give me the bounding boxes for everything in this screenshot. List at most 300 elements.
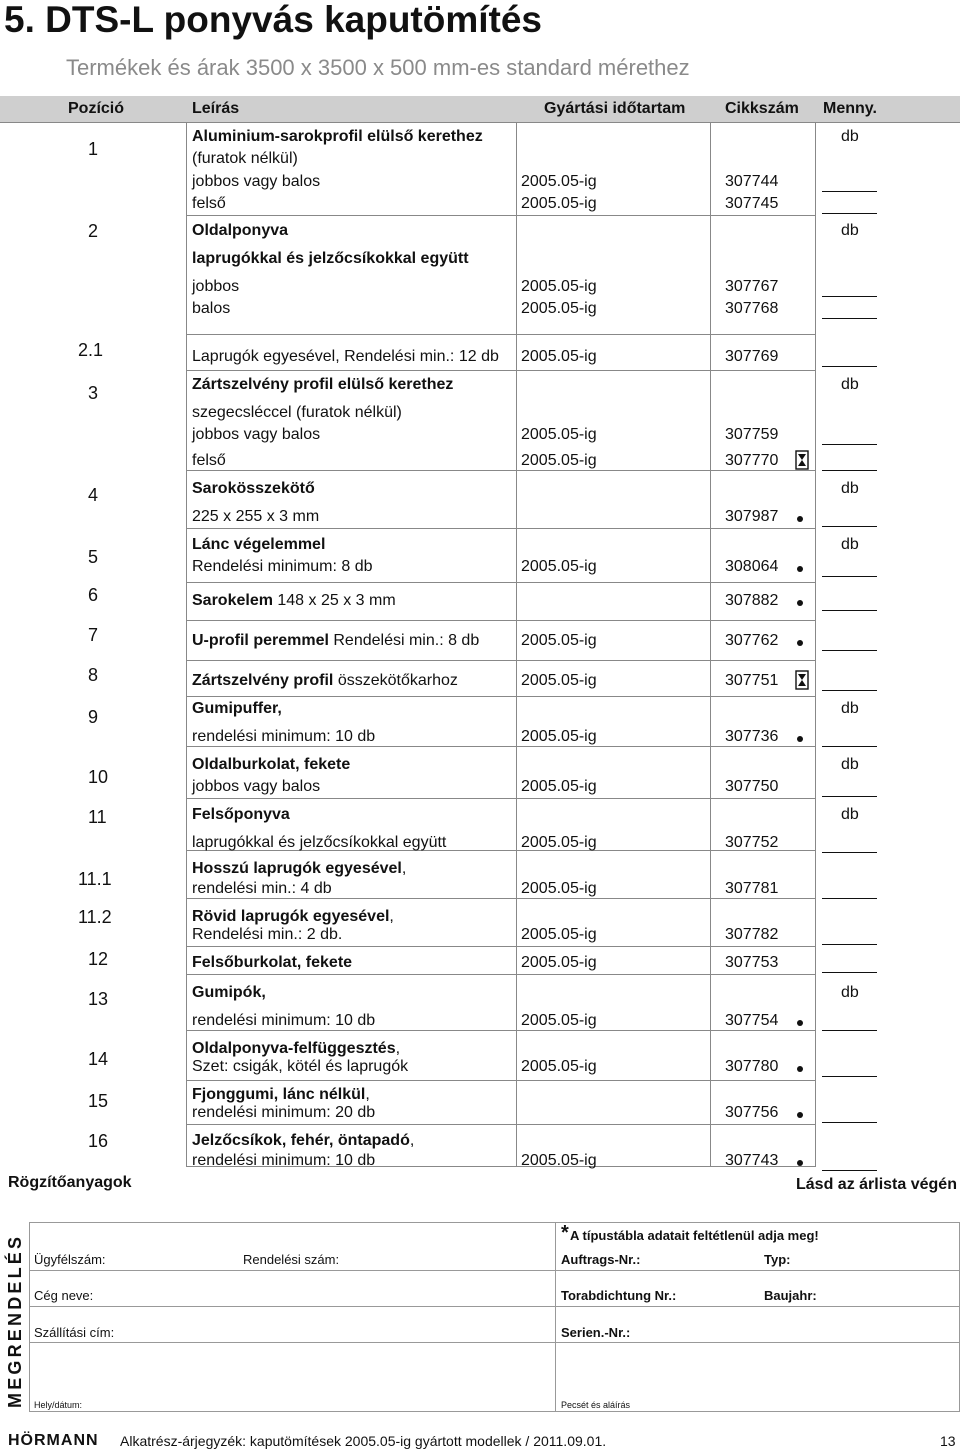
availability-dot-icon — [797, 566, 803, 572]
description-bold: Sarokösszekötő — [192, 480, 315, 497]
column-rule — [815, 620, 816, 660]
part-number: 307754 — [725, 1012, 779, 1029]
description-line — [192, 778, 320, 796]
description-line — [192, 173, 320, 191]
row-separator — [186, 470, 816, 471]
position-number: 2.1 — [78, 340, 104, 360]
description-line — [192, 806, 290, 824]
column-rule — [186, 1080, 187, 1124]
description-line — [192, 508, 319, 526]
description-text: rendelési minimum: 10 db — [192, 1012, 376, 1029]
column-rule — [516, 122, 517, 215]
description-line — [192, 632, 479, 650]
column-rule — [710, 215, 711, 334]
description-bold: Lánc végelemmel — [192, 536, 326, 553]
production-period: 2005.05-ig — [521, 300, 597, 317]
description-line — [192, 278, 239, 296]
quantity-input-line[interactable] — [822, 191, 877, 192]
description-text: jobbos vagy balos — [192, 778, 321, 795]
description-bold: Oldalponyva — [192, 222, 289, 239]
description-line — [192, 672, 458, 690]
column-rule — [815, 746, 816, 798]
column-rule — [710, 528, 711, 582]
quantity-input-line[interactable] — [822, 690, 877, 691]
serien-nr-field[interactable]: Serien.-Nr.: — [561, 1325, 631, 1340]
description-text: Rendelési minimum: 8 db — [192, 558, 373, 575]
part-number: 308064 — [725, 558, 779, 575]
quantity-input-line[interactable] — [822, 213, 877, 214]
svg-text:MEGRENDELÉS: MEGRENDELÉS — [5, 1233, 25, 1408]
delivery-address-field[interactable]: Szállítási cím: — [34, 1325, 115, 1340]
description-bold: Oldalponyva-felfüggesztés — [192, 1040, 396, 1057]
quantity-input-line[interactable] — [822, 470, 877, 471]
position-number: 5 — [88, 547, 99, 567]
position-number: 9 — [88, 707, 99, 727]
position-number: 2 — [88, 221, 99, 241]
position-number: 13 — [88, 989, 109, 1009]
column-rule — [710, 660, 711, 696]
quantity-input-line[interactable] — [822, 1030, 877, 1031]
production-period: 2005.05-ig — [521, 778, 597, 795]
column-rule — [710, 696, 711, 746]
production-period: 2005.05-ig — [521, 173, 597, 190]
part-number: 307752 — [725, 834, 779, 851]
part-number: 307753 — [725, 954, 779, 971]
description-line — [192, 558, 373, 576]
row-separator — [186, 215, 816, 216]
column-rule — [815, 582, 816, 620]
nameplate-note: A típustábla adatait feltétlenül adja meg! — [570, 1228, 819, 1243]
column-rule — [815, 1080, 816, 1124]
position-number: 7 — [88, 625, 99, 645]
column-rule — [186, 370, 187, 470]
page-title: 5. DTS-L ponyvás kaputömítés — [4, 0, 542, 40]
quantity-input-line[interactable] — [822, 898, 877, 899]
production-period: 2005.05-ig — [521, 426, 597, 443]
description-line — [192, 728, 375, 746]
column-rule — [516, 898, 517, 946]
quantity-input-line[interactable] — [822, 444, 877, 445]
baujahr-field[interactable]: Baujahr: — [764, 1288, 817, 1303]
description-bold: Jelzőcsíkok, fehér, öntapadó — [192, 1132, 410, 1149]
column-rule — [186, 1030, 187, 1080]
column-rule — [815, 660, 816, 696]
column-rule — [516, 215, 517, 334]
column-rule — [516, 660, 517, 696]
part-number: 307781 — [725, 880, 779, 897]
header-cikkszam: Cikkszám — [725, 100, 799, 117]
hourglass-icon — [795, 670, 809, 690]
column-rule — [516, 370, 517, 470]
column-rule — [815, 850, 816, 898]
quantity-input-line[interactable] — [822, 650, 877, 651]
auftrags-nr-field[interactable]: Auftrags-Nr.: — [561, 1252, 641, 1267]
order-side-label — [0, 1222, 29, 1410]
description-line — [192, 1040, 400, 1058]
position-number: 4 — [88, 485, 99, 505]
availability-dot-icon — [797, 1112, 803, 1118]
position-number: 16 — [88, 1131, 109, 1151]
quantity-input-line[interactable] — [822, 1170, 877, 1171]
part-number: 307767 — [725, 278, 779, 295]
description-line — [192, 195, 226, 213]
footer-text: Alkatrész-árjegyzék: kaputömítések 2005.05-ig gyártott modellek / 2011.09.01. — [120, 1433, 607, 1449]
quantity-unit: db — [841, 756, 859, 773]
description-line — [192, 1058, 408, 1076]
column-rule — [815, 696, 816, 746]
column-rule — [710, 370, 711, 470]
column-rule — [815, 470, 816, 528]
part-number: 307736 — [725, 728, 779, 745]
header-leiras: Leírás — [192, 100, 240, 117]
description-text: , — [409, 1132, 415, 1149]
column-rule — [815, 215, 816, 334]
description-bold: Felsőburkolat, fekete — [192, 954, 353, 971]
description-bold: Aluminium-sarokprofil elülső kerethez — [192, 128, 483, 145]
column-rule — [516, 974, 517, 1030]
part-number: 307759 — [725, 426, 779, 443]
quantity-input-line[interactable] — [822, 796, 877, 797]
order-number-field[interactable]: Rendelési szám: — [243, 1252, 340, 1267]
column-rule — [516, 696, 517, 746]
column-rule — [186, 122, 187, 215]
description-text: Szet: csigák, kötél és laprugók — [192, 1058, 409, 1075]
description-line — [192, 1104, 375, 1122]
description-line — [192, 860, 406, 878]
header-gyartasi: Gyártási időtartam — [544, 100, 686, 117]
description-bold: Rövid laprugók egyesével — [192, 908, 390, 925]
description-line — [192, 880, 332, 898]
column-rule — [815, 946, 816, 974]
quantity-input-line[interactable] — [822, 610, 877, 611]
production-period: 2005.05-ig — [521, 452, 597, 469]
part-number: 307882 — [725, 592, 779, 609]
header-pozicio: Pozíció — [68, 100, 125, 117]
quantity-input-line[interactable] — [822, 1122, 877, 1123]
column-rule — [815, 974, 816, 1030]
description-text: (furatok nélkül) — [192, 150, 298, 167]
description-line — [192, 1012, 375, 1030]
description-bold: Felsőponyva — [192, 806, 290, 823]
part-number: 307770 — [725, 452, 779, 469]
production-period: 2005.05-ig — [521, 1058, 597, 1075]
row-separator — [186, 746, 816, 747]
description-text: összekötőkarhoz — [333, 672, 458, 689]
description-text: rendelési minimum: 20 db — [192, 1104, 376, 1121]
column-rule — [815, 898, 816, 946]
description-text: jobbos — [192, 278, 240, 295]
position-number: 11.2 — [78, 907, 112, 927]
production-period: 2005.05-ig — [521, 880, 597, 897]
description-bold: laprugókkal és jelzőcsíkokkal együtt — [192, 250, 469, 267]
column-rule — [815, 370, 816, 470]
description-bold: Sarokelem — [192, 592, 273, 609]
row-separator — [186, 334, 816, 335]
availability-dot-icon — [797, 600, 803, 606]
description-line — [192, 348, 499, 366]
description-text: balos — [192, 300, 231, 317]
description-line — [192, 250, 469, 268]
hormann-logo: HÖRMANN — [8, 1432, 99, 1449]
production-period: 2005.05-ig — [521, 558, 597, 575]
header-menny: Menny. — [823, 100, 877, 117]
production-period: 2005.05-ig — [521, 672, 597, 689]
row-separator — [186, 1030, 816, 1031]
description-line — [192, 1132, 414, 1150]
column-rule — [516, 334, 517, 370]
production-period: 2005.05-ig — [521, 1012, 597, 1029]
column-rule — [186, 696, 187, 746]
quantity-unit: db — [841, 700, 859, 717]
row-separator — [186, 620, 816, 621]
part-number: 307987 — [725, 508, 779, 525]
position-number: 12 — [88, 949, 109, 969]
company-name-field[interactable]: Cég neve: — [34, 1288, 94, 1303]
column-rule — [710, 334, 711, 370]
description-line — [192, 404, 402, 422]
production-period: 2005.05-ig — [521, 195, 597, 212]
column-rule — [815, 334, 816, 370]
description-line — [192, 908, 394, 926]
description-text: felső — [192, 195, 226, 212]
column-rule — [710, 1030, 711, 1080]
quantity-input-line[interactable] — [822, 972, 877, 973]
description-line — [192, 1086, 370, 1104]
description-line — [192, 128, 483, 146]
row-separator — [186, 1124, 816, 1125]
part-number: 307780 — [725, 1058, 779, 1075]
column-rule — [186, 946, 187, 974]
page-number: 13 — [940, 1433, 956, 1449]
description-line — [192, 756, 350, 774]
production-period: 2005.05-ig — [521, 278, 597, 295]
quantity-input-line[interactable] — [822, 944, 877, 945]
quantity-input-line[interactable] — [822, 366, 877, 367]
column-rule — [815, 798, 816, 850]
customer-number-field[interactable]: Ügyfélszám: — [34, 1252, 106, 1267]
row-separator — [186, 582, 816, 583]
description-bold: Gumipók, — [192, 984, 266, 1001]
part-number: 307782 — [725, 926, 779, 943]
stamp-signature-field[interactable]: Pecsét és aláírás — [561, 1400, 631, 1410]
column-rule — [186, 470, 187, 528]
column-rule — [516, 620, 517, 660]
availability-dot-icon — [797, 1160, 803, 1166]
position-number: 10 — [88, 767, 109, 787]
column-rule — [710, 1124, 711, 1166]
column-rule — [516, 746, 517, 798]
description-line — [192, 700, 282, 718]
description-text: rendelési minimum: 10 db — [192, 1152, 376, 1169]
position-number: 14 — [88, 1049, 109, 1069]
position-number: 15 — [88, 1091, 109, 1111]
column-rule — [186, 620, 187, 660]
description-text: Rendelési min.: 2 db. — [192, 926, 343, 943]
quantity-input-line[interactable] — [822, 1076, 877, 1077]
column-rule — [186, 746, 187, 798]
quantity-input-line[interactable] — [822, 318, 877, 319]
position-number: 1 — [88, 139, 99, 159]
column-rule — [710, 620, 711, 660]
row-separator — [186, 798, 816, 799]
row-separator — [186, 696, 816, 697]
part-number: 307744 — [725, 173, 779, 190]
description-text: , — [401, 860, 407, 877]
description-text: , — [365, 1086, 370, 1103]
position-number: 6 — [88, 585, 99, 605]
column-rule — [516, 1030, 517, 1080]
note-star: * — [561, 1222, 569, 1244]
description-text: rendelési minimum: 10 db — [192, 728, 376, 745]
production-period: 2005.05-ig — [521, 1152, 597, 1169]
description-bold: Oldalburkolat, fekete — [192, 756, 351, 773]
description-text: jobbos vagy balos — [192, 173, 321, 190]
column-rule — [186, 215, 187, 334]
description-line — [192, 834, 446, 852]
description-line — [192, 984, 266, 1002]
production-period: 2005.05-ig — [521, 632, 597, 649]
description-text: 225 x 255 x 3 mm — [192, 508, 320, 525]
quantity-input-line[interactable] — [822, 296, 877, 297]
column-rule — [710, 974, 711, 1030]
position-number: 3 — [88, 383, 99, 403]
table-header — [0, 96, 960, 122]
row-separator — [186, 370, 816, 371]
column-rule — [186, 1124, 187, 1166]
place-date-field[interactable]: Hely/dátum: — [34, 1400, 83, 1410]
description-line — [192, 222, 288, 240]
column-rule — [186, 898, 187, 946]
part-number: 307745 — [725, 195, 779, 212]
column-rule — [710, 122, 711, 215]
production-period: 2005.05-ig — [521, 348, 597, 365]
column-rule — [516, 1124, 517, 1166]
column-rule — [516, 470, 517, 528]
column-rule — [710, 746, 711, 798]
column-rule — [815, 1124, 816, 1166]
column-rule — [186, 798, 187, 850]
description-bold: U-profil peremmel — [192, 632, 329, 649]
availability-dot-icon — [797, 736, 803, 742]
quantity-input-line[interactable] — [822, 526, 877, 527]
column-rule — [710, 798, 711, 850]
position-number: 11.1 — [78, 869, 112, 889]
row-separator — [186, 974, 816, 975]
header-rule — [0, 122, 960, 123]
description-line — [192, 150, 298, 168]
availability-dot-icon — [797, 1020, 803, 1026]
quantity-unit: db — [841, 480, 859, 497]
column-rule — [516, 946, 517, 974]
quantity-unit: db — [841, 984, 859, 1001]
part-number: 307751 — [725, 672, 779, 689]
column-rule — [815, 528, 816, 582]
quantity-unit: db — [841, 222, 859, 239]
part-number: 307762 — [725, 632, 779, 649]
page-subtitle: Termékek és árak 3500 x 3500 x 500 mm-es standard mérethez — [66, 55, 690, 80]
description-bold: Gumipuffer, — [192, 700, 282, 717]
description-text: laprugókkal és jelzőcsíkokkal együtt — [192, 834, 447, 851]
description-text: jobbos vagy balos — [192, 426, 321, 443]
description-text: rendelési min.: 4 db — [192, 880, 332, 897]
production-period: 2005.05-ig — [521, 954, 597, 971]
column-rule — [516, 528, 517, 582]
column-rule — [186, 850, 187, 898]
column-rule — [815, 1030, 816, 1080]
column-rule — [710, 1080, 711, 1124]
column-rule — [815, 122, 816, 215]
quantity-input-line[interactable] — [822, 852, 877, 853]
part-number: 307743 — [725, 1152, 779, 1169]
position-number: 11 — [88, 807, 107, 827]
availability-dot-icon — [797, 640, 803, 646]
description-text: 148 x 25 x 3 mm — [272, 592, 396, 609]
fastener-label: Rögzítőanyagok — [8, 1174, 132, 1191]
position-number: 8 — [88, 665, 99, 685]
description-line — [192, 300, 230, 318]
quantity-input-line[interactable] — [822, 576, 877, 577]
see-pricelist-label: Lásd az árlista végén — [796, 1176, 957, 1193]
row-separator — [186, 660, 816, 661]
column-rule — [516, 798, 517, 850]
column-rule — [186, 528, 187, 582]
description-line — [192, 926, 342, 944]
torabdichtung-nr-field[interactable]: Torabdichtung Nr.: — [561, 1288, 677, 1303]
description-text: felső — [192, 452, 226, 469]
description-bold: Hosszú laprugók egyesével — [192, 860, 402, 877]
description-line — [192, 426, 320, 444]
quantity-unit: db — [841, 128, 859, 145]
column-rule — [186, 334, 187, 370]
row-separator — [186, 1080, 816, 1081]
description-line — [192, 480, 315, 498]
part-number: 307768 — [725, 300, 779, 317]
quantity-unit: db — [841, 376, 859, 393]
column-rule — [710, 898, 711, 946]
description-bold: Zártszelvény profil elülső kerethez — [192, 376, 454, 393]
description-text: Laprugók egyesével, Rendelési min.: 12 db — [192, 348, 499, 365]
description-text: Rendelési min.: 8 db — [328, 632, 480, 649]
row-separator — [186, 898, 816, 899]
row-separator — [186, 528, 816, 529]
production-period: 2005.05-ig — [521, 728, 597, 745]
description-text: , — [389, 908, 394, 925]
availability-dot-icon — [797, 516, 803, 522]
column-rule — [710, 582, 711, 620]
description-line — [192, 954, 352, 972]
availability-dot-icon — [797, 1066, 803, 1072]
row-separator — [186, 946, 816, 947]
production-period: 2005.05-ig — [521, 926, 597, 943]
description-text: , — [395, 1040, 401, 1057]
quantity-input-line[interactable] — [822, 746, 877, 747]
column-rule — [516, 1080, 517, 1124]
description-line — [192, 1152, 375, 1170]
column-rule — [186, 974, 187, 1030]
column-rule — [516, 850, 517, 898]
column-rule — [710, 850, 711, 898]
typ-field[interactable]: Typ: — [764, 1252, 791, 1267]
column-rule — [186, 660, 187, 696]
column-rule — [516, 582, 517, 620]
description-line — [192, 592, 396, 610]
description-line — [192, 536, 325, 554]
description-text: szegecsléccel (furatok nélkül) — [192, 404, 402, 421]
description-bold: Zártszelvény profil — [192, 672, 334, 689]
part-number: 307769 — [725, 348, 779, 365]
quantity-unit: db — [841, 806, 859, 823]
production-period: 2005.05-ig — [521, 834, 597, 851]
